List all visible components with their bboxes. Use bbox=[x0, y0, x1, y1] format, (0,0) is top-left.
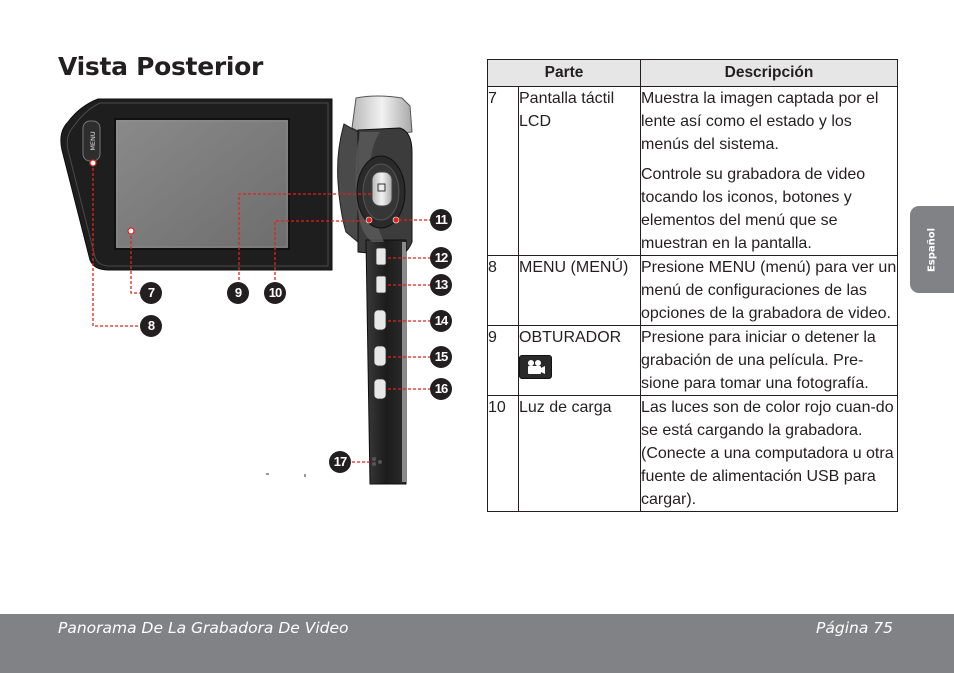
callout-14: 14 bbox=[430, 310, 452, 332]
header-part: Parte bbox=[488, 60, 641, 87]
lcd-panel bbox=[61, 99, 332, 270]
callout-7: 7 bbox=[140, 282, 162, 304]
page-title: Vista Posterior bbox=[58, 52, 264, 81]
table-row bbox=[488, 256, 898, 326]
callout-13: 13 bbox=[430, 274, 452, 296]
footer-section-title: Panorama De La Grabadora De Video bbox=[58, 619, 349, 637]
row-description: Las luces son de color rojo cuan-do se está cargando la grabadora. (Conecte a una computadora u otra fuente de alimentación USB para cargar). bbox=[641, 396, 898, 512]
svg-text:MENU: MENU bbox=[89, 131, 97, 151]
row-part: MENU (MENÚ) bbox=[519, 256, 641, 326]
row-part: Luz de carga bbox=[519, 396, 641, 512]
callout-8: 8 bbox=[140, 315, 162, 337]
table-header-row bbox=[488, 60, 898, 87]
callout-17: 17 bbox=[329, 451, 351, 473]
table-row bbox=[488, 326, 898, 396]
video-camera-icon bbox=[519, 355, 552, 379]
callout-9: 9 bbox=[227, 282, 249, 304]
row-number: 9 bbox=[488, 326, 519, 396]
parts-table bbox=[487, 59, 898, 512]
callout-11: 11 bbox=[430, 209, 452, 231]
callout-16: 16 bbox=[430, 378, 452, 400]
lcd-screen bbox=[115, 119, 289, 249]
row-description: Muestra la imagen captada por el lente así como el estado y los menús del sistema. Controle su grabadora de video tocando los iconos, botones y elementos del menú que se muestran en la pantalla. bbox=[641, 87, 898, 256]
row-description: Presione para iniciar o detener la grabación de una película. Pre-sione para tomar una fotografía. bbox=[641, 326, 898, 396]
callout-15: 15 bbox=[430, 346, 452, 368]
page-footer bbox=[0, 614, 954, 673]
header-description: Descripción bbox=[641, 60, 898, 87]
row-part: Pantalla táctil LCD bbox=[519, 87, 641, 256]
charge-light-left bbox=[366, 217, 372, 223]
camcorder-rear-view-figure bbox=[40, 92, 480, 492]
row-part: OBTURADOR bbox=[519, 326, 641, 396]
table-row bbox=[488, 396, 898, 512]
row-number: 8 bbox=[488, 256, 519, 326]
footer-page-number: Página 75 bbox=[816, 619, 893, 637]
callout-12: 12 bbox=[430, 247, 452, 269]
charge-light-right bbox=[393, 217, 399, 223]
table-row bbox=[488, 87, 898, 256]
row-number: 10 bbox=[488, 396, 519, 512]
row-description: Presione MENU (menú) para ver un menú de configuraciones de las opciones de la grabadora de video. bbox=[641, 256, 898, 326]
row-number: 7 bbox=[488, 87, 519, 256]
shutter-button bbox=[372, 172, 392, 206]
camcorder-illustration bbox=[40, 92, 480, 492]
menu-button bbox=[83, 121, 100, 161]
language-tab: Español bbox=[910, 206, 954, 293]
callout-10: 10 bbox=[264, 282, 286, 304]
